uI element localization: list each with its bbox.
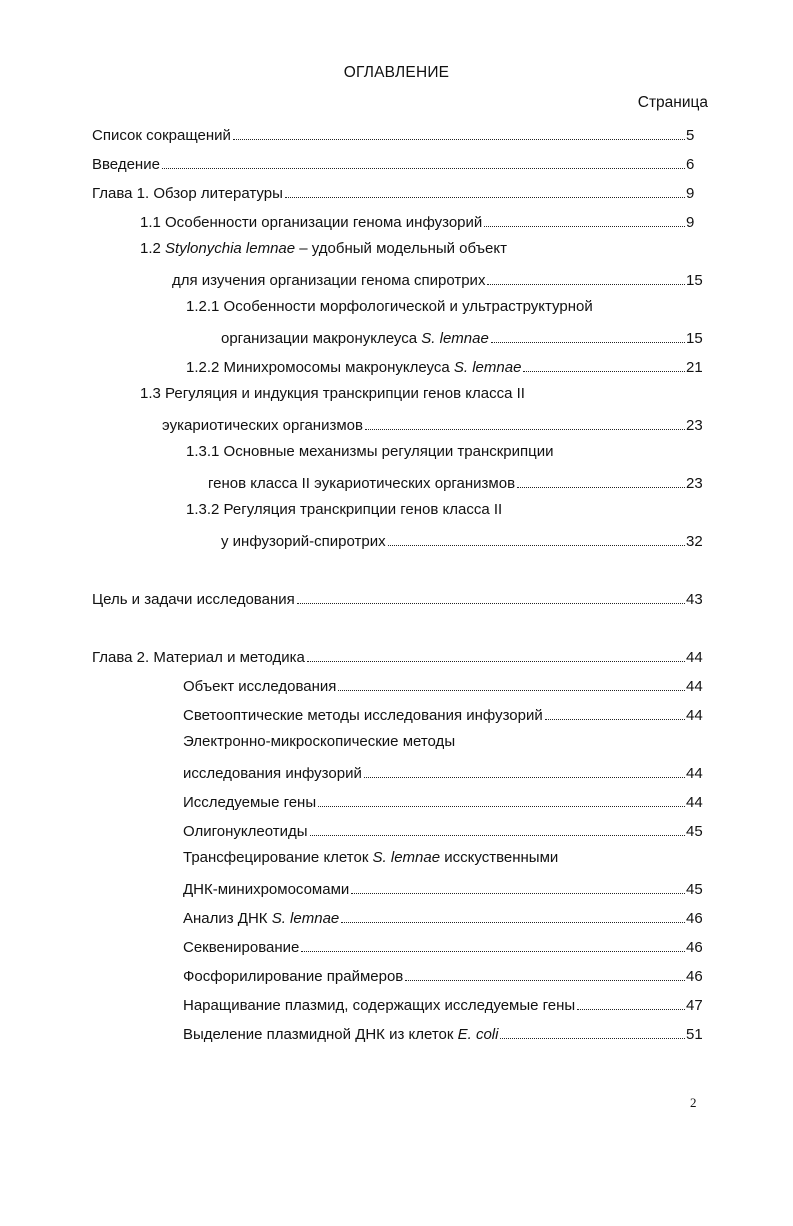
toc-entry-title: Объект исследования [183, 678, 337, 695]
toc-entry-page: 15 [686, 272, 703, 289]
dot-leader [318, 806, 685, 807]
toc-entry [140, 383, 525, 405]
toc-entry-page: 6 [686, 156, 695, 173]
toc-entry [186, 499, 502, 521]
toc-entry-title [183, 849, 558, 866]
toc-entry-page: 51 [686, 1026, 703, 1043]
dot-leader [405, 980, 685, 981]
dot-leader [491, 342, 685, 343]
toc-entry-title: исследования инфузорий [183, 765, 362, 782]
toc-entry-title [221, 330, 489, 347]
toc-entry-title: Олигонуклеотиды [183, 823, 308, 840]
toc-entry-title: Исследуемые гены [183, 794, 317, 811]
toc-entry-italic: S. lemnae [453, 359, 522, 376]
toc-entry-page: 23 [686, 475, 703, 492]
toc-entry-page: 43 [686, 591, 703, 608]
toc-entry-text: 1.2 [140, 240, 166, 257]
toc-entry-title [183, 910, 339, 927]
toc-entry-title: Введение [92, 156, 160, 173]
toc-entry [183, 934, 708, 956]
toc-entry [183, 992, 708, 1014]
dot-leader [162, 168, 685, 169]
dot-leader [351, 893, 685, 894]
toc-entry-italic: E. coli [457, 1026, 499, 1043]
toc-entry-page: 5 [686, 127, 695, 144]
toc-entry-title: 1.2.1 Особенности морфологической и ультраструктурной [186, 298, 593, 315]
toc-entry-title: Электронно-микроскопические методы [183, 733, 456, 750]
dot-leader [517, 487, 685, 488]
toc-entry-title: Глава 2. Материал и методика [92, 649, 305, 666]
toc-entry-title [183, 1026, 498, 1043]
toc-entry-title: у инфузорий-спиротрих [221, 533, 386, 550]
dot-leader [338, 690, 685, 691]
toc-entry-text: исскуственными [440, 849, 559, 866]
page-number: 2 [690, 1095, 697, 1110]
toc-entry-title: Список сокращений [92, 127, 231, 144]
toc-entry [221, 528, 708, 550]
toc-entry-page: 47 [686, 997, 703, 1014]
page-column-label: Страница [637, 94, 708, 111]
toc-entry [172, 267, 708, 289]
toc-entry-text: организации макронуклеуса [221, 330, 422, 347]
dot-leader [341, 922, 685, 923]
toc-entry [183, 1021, 708, 1043]
dot-leader [310, 835, 685, 836]
toc-entry [183, 731, 455, 753]
toc-entry-page: 9 [686, 214, 695, 231]
toc-entry [183, 702, 708, 724]
dot-leader [285, 197, 685, 198]
toc-entry-page: 15 [686, 330, 703, 347]
toc-entry-page: 23 [686, 417, 703, 434]
toc-entry-text: 1.2.2 Минихромосомы макронуклеуса [186, 359, 454, 376]
toc-entry-title: Наращивание плазмид, содержащих исследуемые гены [183, 997, 576, 1014]
toc-entry [92, 180, 708, 202]
dot-leader [388, 545, 685, 546]
toc-entry-title: Светооптические методы исследования инфузорий [183, 707, 543, 724]
toc-entry-text: Анализ ДНК [183, 910, 272, 927]
dot-leader [297, 603, 685, 604]
dot-leader [364, 777, 685, 778]
toc-entry [183, 905, 708, 927]
toc-entry-page: 44 [686, 794, 703, 811]
toc-entry [92, 122, 708, 144]
toc-entry-title [140, 240, 507, 257]
toc-entry-page: 21 [686, 359, 703, 376]
toc-entry-page: 44 [686, 765, 703, 782]
toc-entry-title: генов класса II эукариотических организмов [208, 475, 516, 492]
toc-entry-italic: S. lemnae [271, 910, 340, 927]
toc-entry-page: 46 [686, 939, 703, 956]
toc-entry [186, 441, 553, 463]
toc-entry-page: 44 [686, 678, 703, 695]
toc-entry-title: Глава 1. Обзор литературы [92, 185, 283, 202]
toc-entry [92, 586, 708, 608]
toc-entry-page: 32 [686, 533, 703, 550]
toc-entry [183, 789, 708, 811]
toc-entry-text: Выделение плазмидной ДНК из клеток [183, 1026, 458, 1043]
toc-entry [208, 470, 708, 492]
dot-leader [365, 429, 685, 430]
toc-entry-page: 45 [686, 881, 703, 898]
toc-entry [162, 412, 708, 434]
toc-entry-text: Трансфецирование клеток [183, 849, 373, 866]
toc-entry-page: 44 [686, 707, 703, 724]
toc-entry-page: 46 [686, 968, 703, 985]
dot-leader [487, 284, 685, 285]
toc-entry [183, 847, 558, 869]
toc-entry-italic: S. lemnae [372, 849, 441, 866]
toc-entry-title: Фосфорилирование праймеров [183, 968, 404, 985]
toc-entry-title: ДНК-минихромосомами [183, 881, 350, 898]
toc-entry-page: 46 [686, 910, 703, 927]
dot-leader [233, 139, 685, 140]
toc-title: ОГЛАВЛЕНИЕ [343, 64, 450, 81]
toc-entry-title: 1.3.2 Регуляция транскрипции генов класса II [186, 501, 503, 518]
toc-entry [186, 354, 708, 376]
toc-entry-title: 1.3 Регуляция и индукция транскрипции генов класса II [140, 385, 525, 402]
toc-entry-title: для изучения организации генома спиротрих [172, 272, 486, 289]
toc-entry [92, 644, 708, 666]
toc-entry [183, 760, 708, 782]
dot-leader [523, 371, 685, 372]
dot-leader [484, 226, 685, 227]
dot-leader [301, 951, 685, 952]
toc-entry-title: эукариотических организмов [162, 417, 363, 434]
toc-entry-page: 9 [686, 185, 695, 202]
toc-entry [140, 209, 708, 231]
toc-entry-title: Секвенирование [183, 939, 300, 956]
toc-entry [221, 325, 708, 347]
toc-entry-italic: Stylonychia lemnae [165, 240, 296, 257]
toc-entry [183, 673, 708, 695]
toc-entry-title [186, 359, 521, 376]
toc-entry-page: 44 [686, 649, 703, 666]
dot-leader [307, 661, 685, 662]
dot-leader [545, 719, 685, 720]
toc-entry-text: – удобный модельный объект [295, 240, 507, 257]
toc-entry [183, 876, 708, 898]
toc-entry-page: 45 [686, 823, 703, 840]
toc-entry [183, 963, 708, 985]
toc-entry-title: Цель и задачи исследования [92, 591, 295, 608]
toc-entry-italic: S. lemnae [421, 330, 489, 347]
toc-entry [92, 151, 708, 173]
toc-entry [183, 818, 708, 840]
toc-entry-title: 1.3.1 Основные механизмы регуляции транскрипции [186, 443, 554, 460]
toc-entry [140, 238, 507, 260]
toc-entry [186, 296, 593, 318]
dot-leader [577, 1009, 685, 1010]
toc-entry-title: 1.1 Особенности организации генома инфузорий [140, 214, 483, 231]
dot-leader [500, 1038, 685, 1039]
